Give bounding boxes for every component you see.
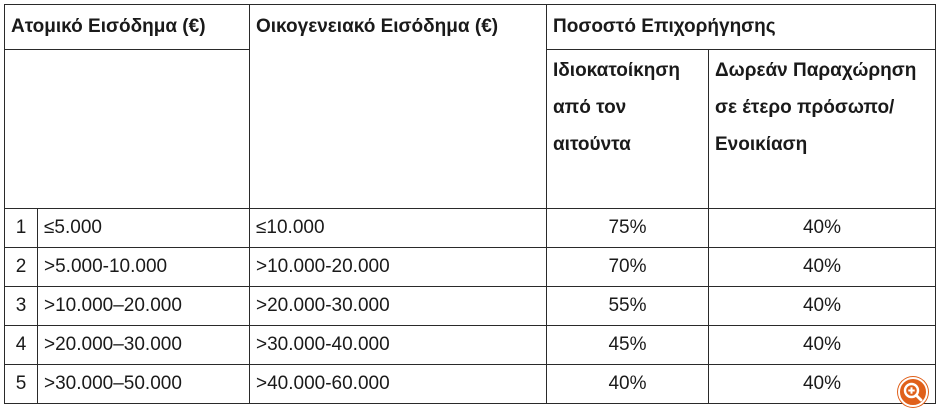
table-row [5,248,936,287]
cell-owner-rate: 55% [547,287,709,326]
subsidy-table [4,4,936,404]
header-free-lease: Δωρεάν Παραχώρηση σε έτερο πρόσωπο/ Ενοικίαση [709,50,936,209]
header-owner-occupied: Ιδιοκατοίκηση από τον αιτούντα [547,50,709,209]
cell-family-income: ≤10.000 [250,209,547,248]
header-subsidy-rate: Ποσοστό Επιχορήγησης [547,5,936,50]
cell-free-rate: 40% [709,326,936,365]
row-number: 5 [5,365,38,404]
cell-family-income: >40.000-60.000 [250,365,547,404]
row-number: 2 [5,248,38,287]
table-row [5,287,936,326]
cell-family-income: >30.000-40.000 [250,326,547,365]
cell-personal-income: >20.000–30.000 [38,326,250,365]
table-row [5,326,936,365]
cell-family-income: >20.000-30.000 [250,287,547,326]
header-personal-income: Ατομικό Εισόδημα (€) [5,5,250,50]
cell-owner-rate: 70% [547,248,709,287]
cell-owner-rate: 75% [547,209,709,248]
zoom-in-icon[interactable] [898,377,928,407]
row-number: 4 [5,326,38,365]
header-personal-blank [5,50,250,209]
table-row [5,209,936,248]
cell-personal-income: >30.000–50.000 [38,365,250,404]
cell-personal-income: >10.000–20.000 [38,287,250,326]
cell-family-income: >10.000-20.000 [250,248,547,287]
table-row [5,365,936,404]
cell-owner-rate: 40% [547,365,709,404]
header-family-income: Οικογενειακό Εισόδημα (€) [250,5,547,209]
cell-free-rate: 40% [709,365,936,404]
cell-free-rate: 40% [709,209,936,248]
row-number: 3 [5,287,38,326]
cell-owner-rate: 45% [547,326,709,365]
cell-personal-income: >5.000-10.000 [38,248,250,287]
cell-free-rate: 40% [709,287,936,326]
row-number: 1 [5,209,38,248]
cell-personal-income: ≤5.000 [38,209,250,248]
cell-free-rate: 40% [709,248,936,287]
